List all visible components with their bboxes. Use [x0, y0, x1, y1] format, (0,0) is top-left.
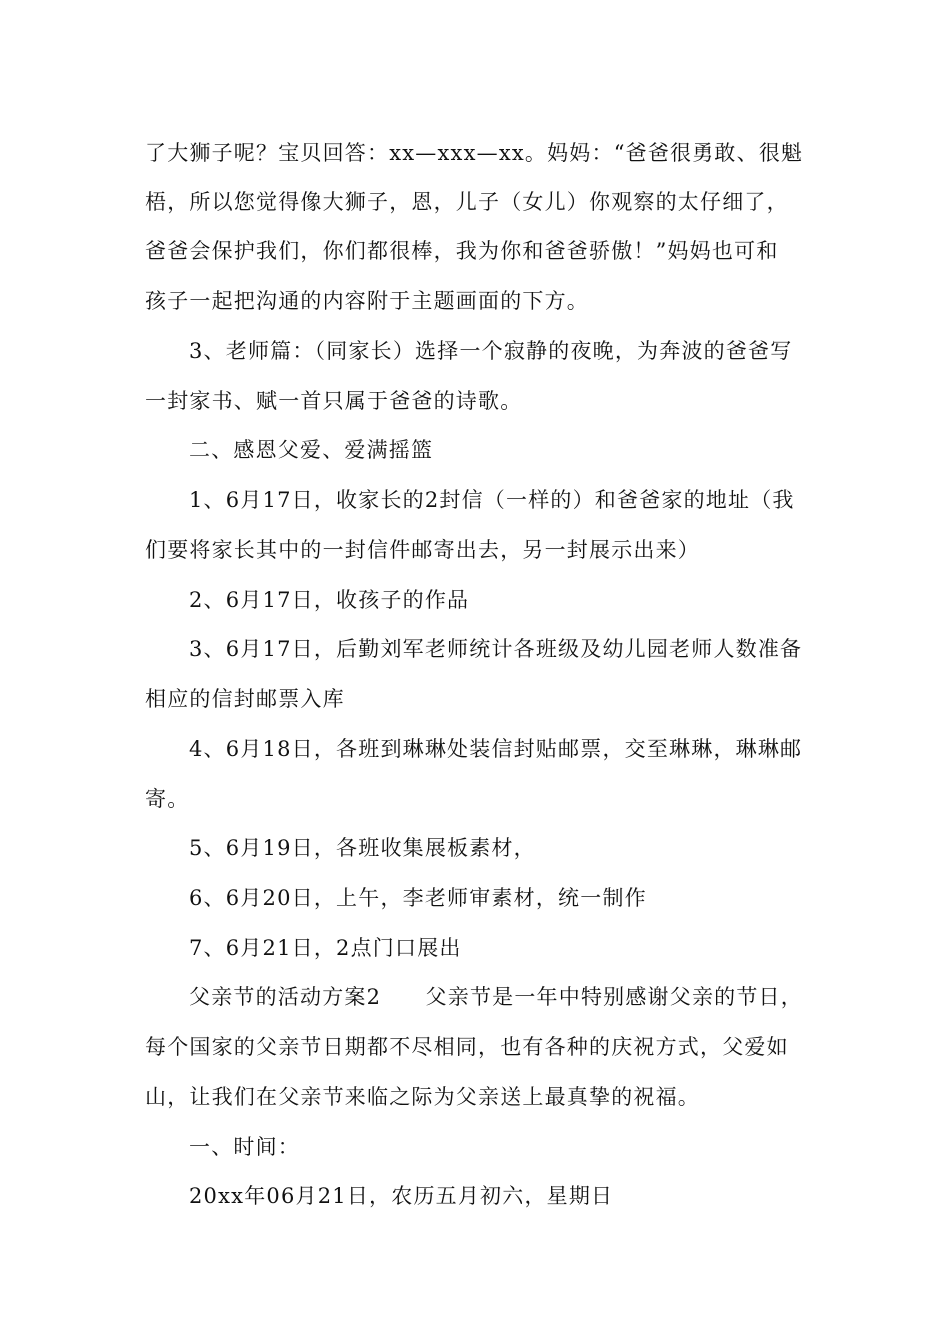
text-line: 寄。: [145, 787, 190, 811]
text-line: 20xx年06月21日，农历五月初六，星期日: [189, 1184, 614, 1208]
text-line: 1、6月17日，收家长的2封信（一样的）和爸爸家的地址（我: [189, 488, 795, 512]
section-heading: 一、时间：: [189, 1135, 300, 1159]
text-line: 6、6月20日，上午，李老师审素材，统一制作: [189, 886, 647, 910]
text-line: 4、6月18日，各班到琳琳处装信封贴邮票，交至琳琳，琳琳邮: [189, 737, 803, 761]
text-line: 3、老师篇：（同家长）选择一个寂静的夜晚，为奔波的爸爸写: [189, 339, 793, 363]
text-line: 们要将家长其中的一封信件邮寄出去，另一封展示出来）: [145, 538, 700, 562]
text-line: 山，让我们在父亲节来临之际为父亲送上最真挚的祝福。: [145, 1085, 700, 1109]
text-line: 3、6月17日，后勤刘军老师统计各班级及幼儿园老师人数准备: [189, 637, 803, 661]
text-line: 了大狮子呢？宝贝回答：xx—xxx—xx。妈妈：“爸爸很勇敢、很魁: [145, 141, 804, 165]
text-line: 梧，所以您觉得像大狮子，恩，儿子（女儿）你观察的太仔细了，: [145, 190, 789, 214]
text-line: 5、6月19日，各班收集展板素材，: [189, 836, 536, 860]
text-line: 爸爸会保护我们，你们都很棒，我为你和爸爸骄傲！”妈妈也可和: [145, 239, 779, 263]
section-heading: 二、感恩父爱、爱满摇篮: [189, 438, 434, 462]
text-line: 相应的信封邮票入库: [145, 687, 345, 711]
text-line: 2、6月17日，收孩子的作品: [189, 588, 470, 612]
text-line: 孩子一起把沟通的内容附于主题画面的下方。: [145, 289, 589, 313]
text-line: 父亲节的活动方案2 父亲节是一年中特别感谢父亲的节日，: [189, 985, 803, 1009]
text-line: 每个国家的父亲节日期都不尽相同，也有各种的庆祝方式，父爱如: [145, 1035, 789, 1059]
text-line: 7、6月21日，2点门口展出: [189, 936, 462, 960]
text-line: 一封家书、赋一首只属于爸爸的诗歌。: [145, 389, 523, 413]
